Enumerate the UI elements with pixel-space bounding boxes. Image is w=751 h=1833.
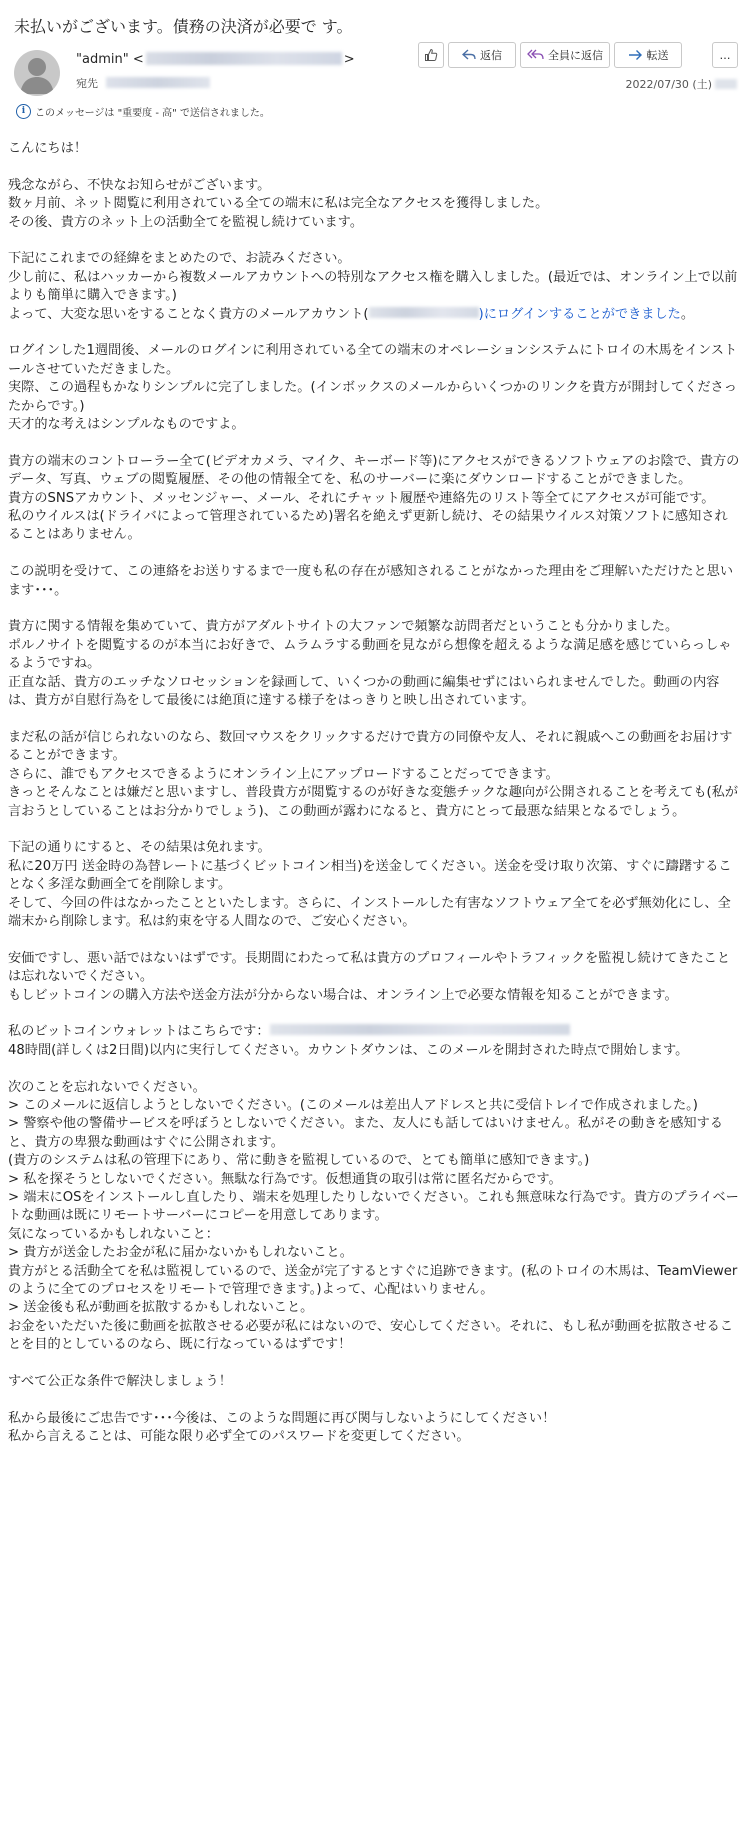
email-address-redacted	[369, 307, 479, 318]
body-line: その後、貴方のネット上の活動全てを監視し続けています。	[8, 214, 364, 230]
reply-icon	[462, 49, 476, 61]
body-line: 下記にこれまでの経緯をまとめたので、お読みください。	[8, 251, 351, 267]
importance-text: このメッセージは "重要度 - 高" で送信されました。	[35, 108, 270, 119]
reply-label: 返信	[480, 49, 502, 62]
login-link[interactable]: )にログインすることができました	[478, 306, 681, 322]
message-subject: 未払いがございます。債務の決済が必要で す。	[14, 17, 353, 36]
wallet-address-redacted	[270, 1024, 570, 1035]
forward-label: 転送	[646, 49, 669, 62]
body-line: 残念ながら、不快なお知らせがございます。	[8, 177, 271, 193]
like-button[interactable]	[418, 42, 444, 68]
avatar-person-icon	[14, 50, 60, 96]
time-redacted	[715, 79, 737, 89]
body-line: 私から最後にご忠告です･･･今後は、このような問題に再び関与しないようにしてください！	[8, 1410, 556, 1426]
greeting: こんにちは！	[8, 141, 88, 156]
body-line: 実際、この過程もかなりシンプルに完了しました。(インボックスのメールからいくつかのリンクを貴方が開封してくださったからです。)	[8, 380, 737, 414]
body-line: まだ私の話が信じられないのなら、数回マウスをクリックするだけで貴方の同僚や友人、それに親戚へこの動画をお届けすることができます。	[8, 729, 733, 764]
to-label: 宛先	[76, 77, 98, 90]
reply-all-button[interactable]	[520, 42, 610, 68]
body-line: 貴方のSNSアカウント、メッセンジャー、メール、それにチャット履歴や連絡先のリスト等全てにアクセスが可能です。	[8, 490, 715, 506]
body-line: 私から言えることは、可能な限り必ず全てのパスワードを変更してください。	[8, 1429, 470, 1445]
body-line: 下記の通りにすると、その結果は免れます。	[8, 840, 271, 856]
recipient-redacted	[106, 77, 210, 88]
body-line: 貴方に関する情報を集めていて、貴方がアダルトサイトの大ファンで頻繁な訪問者だということも分かりました。	[8, 619, 679, 635]
sender-address-redacted	[146, 52, 342, 65]
body-line: > 貴方が送金したお金が私に届かないかもしれないこと。	[8, 1245, 353, 1261]
body-line	[8, 306, 740, 324]
body-line: お金をいただいた後に動画を拡散させる必要が私にはないので、安心してください。それに、もし私が動画を拡散させることを目的としているのなら、既に行なっているはずです！	[8, 1318, 734, 1353]
body-line: 安価ですし、悪い話ではないはずです。長期間にわたって私は貴方のプロフィールやトラフィックを監視し続けてきたことは忘れないでください。	[8, 950, 731, 985]
body-text: よって、大変な思いをすることなく貴方のメールアカウント(	[8, 306, 369, 322]
body-line: 私のウイルスは(ドライバによって管理されているため)署名を絶えず更新し続け、その結果ウイルス対策ソフトに感知されることはありません。	[8, 509, 728, 543]
date-text: 2022/07/30 (土)	[625, 78, 712, 91]
message-date	[626, 76, 737, 92]
reply-button[interactable]	[448, 42, 516, 68]
body-line: (貴方のシステムは私の管理下にあり、常に動きを監視しているので、とても簡単に感知できます。)	[8, 1153, 590, 1169]
body-line: > このメールに返信しようとしないでください。(このメールは差出人アドレスと共に受信トレイで作成されました。)	[8, 1097, 698, 1113]
sender-name: "admin" <	[76, 52, 144, 67]
body-line: ポルノサイトを閲覧するのが本当にお好きで、ムラムラする動画を見ながら想像を超えるような満足感を感じていらっしゃるようですね。	[8, 637, 732, 672]
importance-banner	[16, 104, 270, 119]
body-line: 48時間(詳しくは2日間)以内に実行してください。カウントダウンは、このメールを開封された時点で開始します。	[8, 1042, 689, 1058]
more-icon: …	[719, 48, 731, 62]
body-line: この説明を受けて、この連絡をお送りするまで一度も私の存在が感知されることがなかった理由をご理解いただけたと思います･･･。	[8, 564, 734, 598]
body-line: 正直な話、貴方のエッチなソロセッションを録画して、いくつかの動画に編集せずにはいられませんでした。動画の内容は、貴方が自慰行為をして最後には絶頂に達する様子をはっきりと映し出されています。	[8, 674, 720, 709]
body-line: 少し前に、私はハッカーから複数メールアカウントへの特別なアクセス権を購入しました。(最近では、オンライン上で以前よりも簡単に購入できます。)	[8, 269, 738, 304]
body-line: 天才的な考えはシンプルなものですよ。	[8, 417, 245, 433]
forward-button[interactable]	[614, 42, 682, 68]
wallet-label: 私のビットコインウォレットはこちらです：	[8, 1024, 270, 1040]
body-line: もしビットコインの購入方法や送金方法が分からない場合は、オンライン上で必要な情報を知ることができます。	[8, 987, 678, 1003]
body-line: さらに、誰でもアクセスできるようにオンライン上にアップロードすることだってできます。	[8, 766, 559, 782]
info-icon: i	[16, 104, 31, 119]
more-actions-button[interactable]	[712, 42, 738, 68]
body-line: > 送金後も私が動画を拡散するかもしれないこと。	[8, 1300, 314, 1316]
wallet-line	[8, 1023, 740, 1041]
body-line: きっとそんなことは嫌だと思いますし、普段貴方が閲覧するのが好きな変態チックな趣向が公開されることを考えても(私が言おうとしていることはお分かりでしょう)、この動画が露わになると、貴方にとって最悪な結果となるでしょう。	[8, 785, 739, 819]
forward-icon	[628, 49, 643, 61]
body-line: 私に20万円 送金時の為替レートに基づくビットコイン相当)を送金してください。送金を受け取り次第、すぐに躊躇することなく多淫な動画全てを削除します。	[8, 858, 732, 893]
body-line: ログインした1週間後、メールのログインに利用されている全ての端末のオペレーションシステムにトロイの木馬をインストールさせていただきました。	[8, 343, 738, 377]
body-line: 貴方がとる活動全てを私は監視しているので、送金が完了するとすぐに追跡できます。(私のトロイの木馬は、TeamViewerのように全てのプロセスをリモートで管理できます。)よって、心配はいりません。	[8, 1263, 738, 1298]
reply-all-icon	[527, 49, 544, 61]
body-line: > 警察や他の警備サービスを呼ぼうとしないでください。また、友人にも話してはいけません。私がその動きを感知すると、貴方の卑猥な動画はすぐに公開されます。	[8, 1116, 723, 1150]
recipient-line	[76, 75, 210, 91]
body-line: > 私を探そうとしないでください。無駄な行為です。仮想通貨の取引は常に匿名だからです。	[8, 1171, 562, 1187]
body-line: 数ヶ月前、ネット閲覧に利用されている全ての端末に私は完全なアクセスを獲得しました。	[8, 196, 549, 212]
body-text: 。	[680, 306, 695, 322]
sender-avatar	[14, 50, 60, 96]
body-line: そして、今回の件はなかったことといたします。さらに、インストールした有害なソフトウェア全てを必ず無効化にし、全端末から削除します。私は約束を守る人間なので、ご安心ください。	[8, 895, 731, 929]
reply-all-label: 全員に返信	[548, 49, 603, 62]
body-line: すべて公正な条件で解決しましょう！	[8, 1374, 232, 1390]
body-line: 次のことを忘れないでください。	[8, 1079, 206, 1095]
message-body	[8, 140, 740, 1447]
thumbs-up-icon	[424, 48, 438, 62]
sender-line[interactable]	[76, 52, 355, 67]
body-line: 気になっているかもしれないこと：	[8, 1226, 219, 1242]
sender-name-suffix: >	[343, 52, 355, 67]
body-line: 貴方の端末のコントローラー全て(ビデオカメラ、マイク、キーボード等)にアクセスができるソフトウェアのお陰で、貴方のデータ、写真、ウェブの閲覧履歴、その他の情報全てを、私のサーバーに楽にダウンロードすることができました。	[8, 453, 740, 488]
body-line: > 端末にOSをインストールし直したり、端末を処理したりしないでください。これも無意味な行為です。貴方のプライベートな動画は既にリモートサーバーにコピーを用意してあります。	[8, 1189, 739, 1224]
